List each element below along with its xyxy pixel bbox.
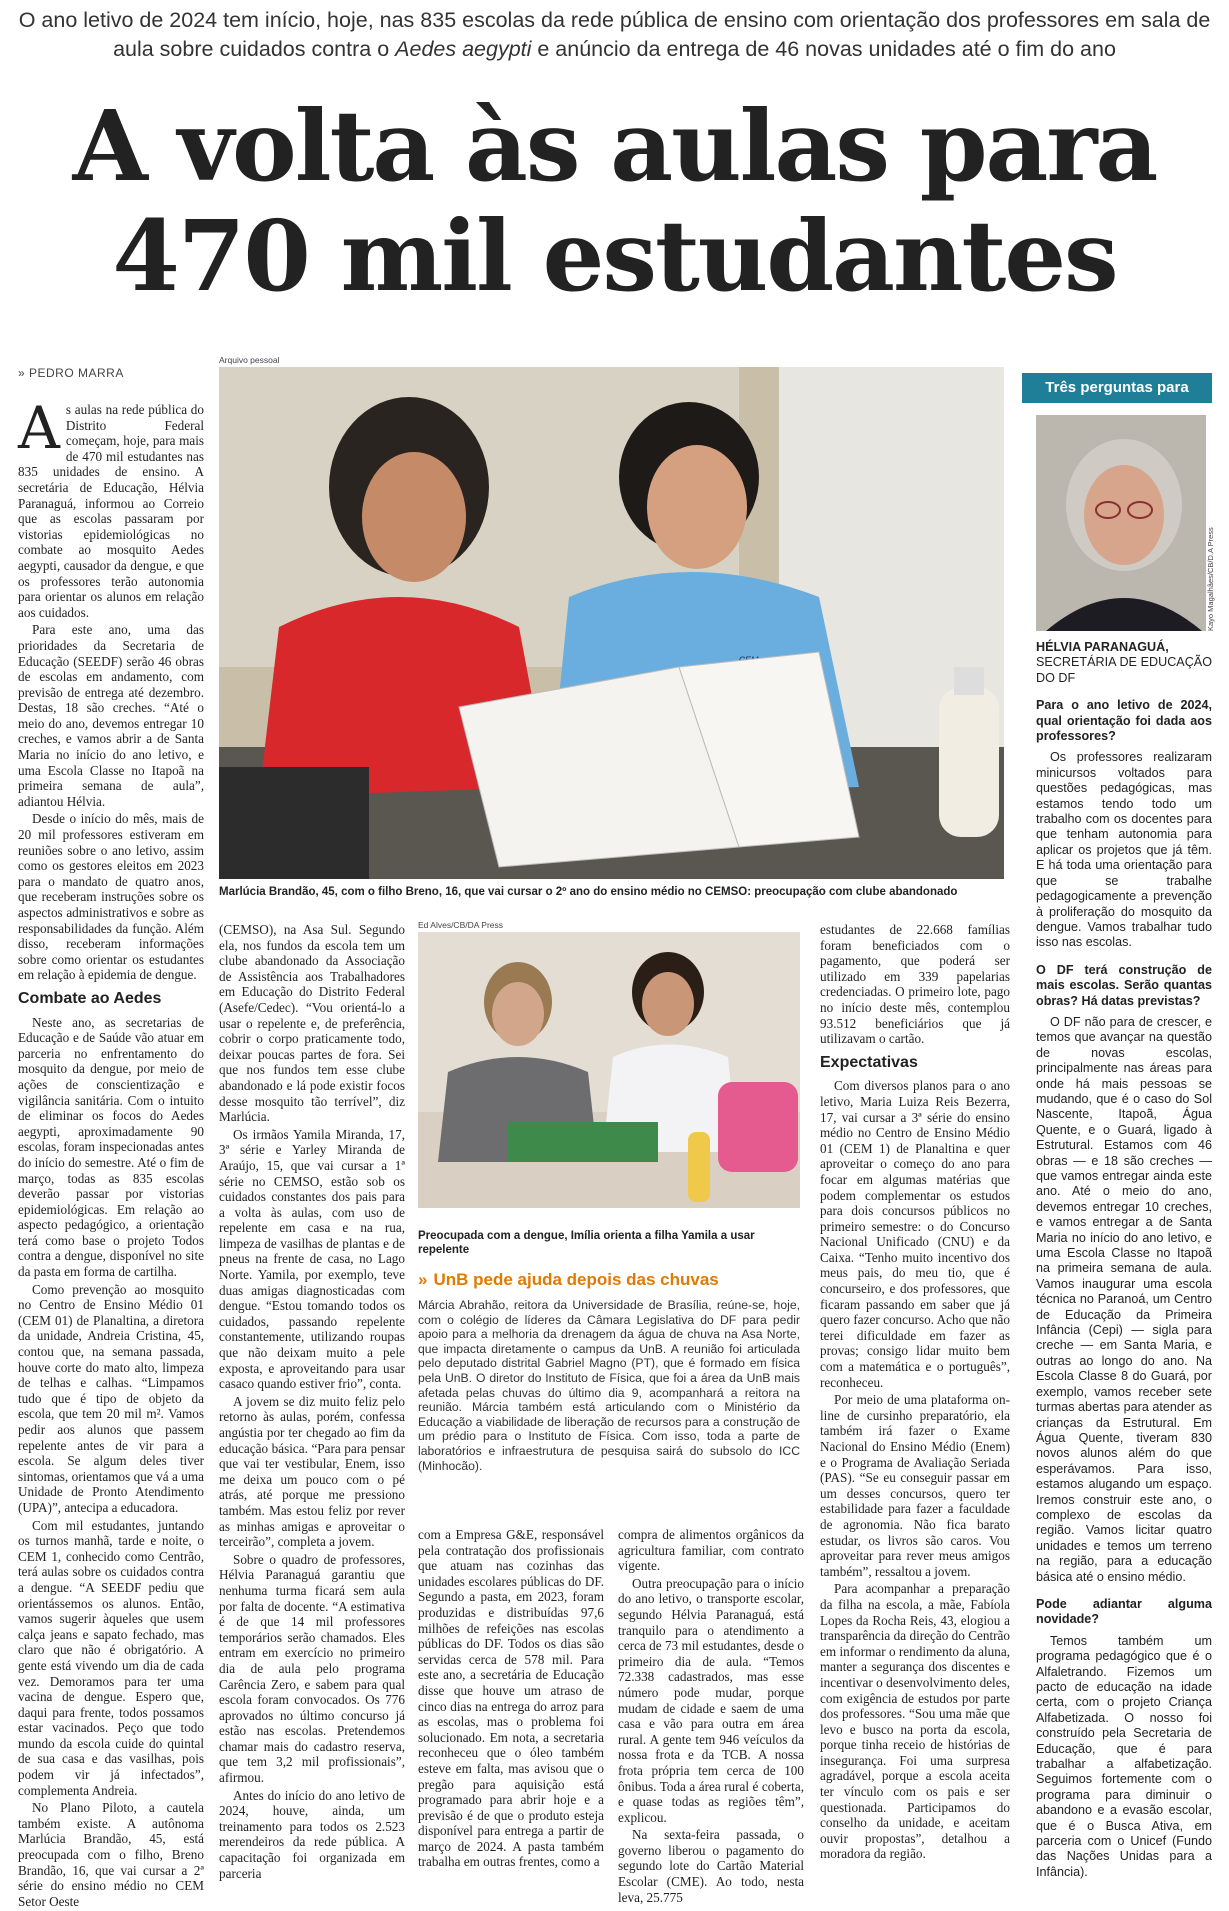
col1-p6: Com mil estudantes, juntando os turnos manhã, tarde e noite, o CEM 1, conhecido como Centrão, terá aulas sobre os cuidados contra a dengue. “A SEEDF pediu que orientássemos os alunos. Então, vamos sugerir àqueles que usem calça jeans e sapato fechado, mas claro que não é obrigatório. A gente está vivendo um dia de cada vez. Demoramos para ter uma vacina de dengue. Espero que, daqui para frente, todos possamos estar vacinados. Peço que todo mundo da escola cuide do quintal de sua casa e das vasilhas, pois podem vir já infectados”, complementa Andreia. [18, 1517, 204, 1798]
col5-p1: estudantes de 22.668 famílias foram beneficiados com o pagamento, que poderá ser utilizado em 339 papelarias credenciadas. O primeiro lote, pago no início deste mês, contemplou 93.512 beneficiários que já utilizavam o cartão. [820, 922, 1010, 1047]
col1-p1: s aulas na rede pública do Distrito Federal começam, hoje, para mais de 470 mil estudantes nas 835 unidades de ensino. A secretária de Educação, Hélvia Paranaguá, informou ao Correio que as escolas passaram por vistorias epidemiológicas no combate ao mosquito Aedes aegypti, causador da dengue, e que os professores terão autonomia para orientar os alunos em relação aos cuidados. [18, 402, 204, 620]
answer-1: Os professores realizaram minicursos voltados para questões pedagógicas, mas estamos tendo todo um trabalho com os docentes para que tenham autonomia para aplicar os projetos que já têm. E há toda uma orientação para que se trabalhe pedagogicamente a prevenção à proliferação do mosquito da dengue. Vamos trabalhar tudo isso nas escolas. [1036, 750, 1212, 950]
answer-3: Temos também um programa pedagógico que é o Alfaletrando. Fizemos um pacto de educação na idade certa, com o projeto Criança Alfabetizada. O nosso foi construído pela Secretaria de Educação, que é para trabalhar a alfabetização. Seguimos fortemente com o programa para diminuir o abandono e a evasão escolar, que é o Busca Ativa, em parceria com o Unicef (Fundo das Nações Unidas para a Infância). [1036, 1633, 1212, 1879]
unb-box [418, 1270, 800, 1473]
column-3 [418, 1527, 604, 1872]
column-1 [18, 394, 204, 1911]
photo1-caption: Marlúcia Brandão, 45, com o filho Breno, 16, que vai cursar o 2º ano do ensino médio no CEMSO: preocupação com clube abandonado [219, 886, 958, 898]
col2-p5: Antes do início do ano letivo de 2024, houve, ainda, um treinamento para todos os 2.523 merendeiros da rede pública. A capacitação foi organizada em parceria [219, 1787, 405, 1881]
photo-helvia [1036, 415, 1206, 631]
photo2-illustration [418, 932, 800, 1208]
col2-p2: Os irmãos Yamila Miranda, 17, 3ª série e Yarley Miranda de Araújo, 15, que vai cursar a 1ª série no CEMSO, estão sob os cuidados constantes dos pais para a volta às aulas, com uso de repelente em casa e na rua, limpeza de vasilhas de plantas e de pneus na frente de casa, no Lago Norte. Yamila, por exemplo, teve duas amigas diagnosticadas com dengue. “Estou tomando todos os cuidados, passando repelente constantemente, utilizando roupas que não deixam muito a pele exposta, e aproveitando para usar casaco quando estiver frio”, conta. [219, 1126, 405, 1392]
question-1: Para o ano letivo de 2024, qual orientação foi dada aos professores? [1036, 698, 1212, 744]
col2-p3: A jovem se diz muito feliz pelo retorno às aulas, porém, confessa angústia por ter chegado ao fim da educação básica. “Para para pensar que vai ter vestibular, Enem, isso me deixa um pouco com o pé atrás, até porque me pressiono também. Mas estou feliz por rever as minhas amigas e aproveitar o terceirão”, completa a jovem. [219, 1393, 405, 1550]
sidebar-body [1036, 640, 1212, 1880]
col4-p1: compra de alimentos orgânicos da agricultura familiar, com contrato vigente. [618, 1527, 804, 1574]
photo3-illustration [1036, 415, 1206, 631]
unb-box-text: Márcia Abrahão, reitora da Universidade de Brasília, reúne-se, hoje, com o colégio de líderes da Câmara Legislativa do DF para pedir apoio para a melhoria da drenagem da água de chuva na Asa Norte, que impacta diretamente o campus da UnB. A reunião foi articulada pelo deputado distrital Gabriel Magno (PT), que é formado em física pela UnB. O diretor do Instituto de Física, que foi a área da UnB mais afetada pelas chuvas do último dia 9, acompanhará a reitora na reunião. Márcia também está articulando com o Ministério da Educação a viabilidade de liberação de recursos para a construção de um prédio para o Instituto de Física. Com isso, toda a parte de laboratórios e infraestrutura de pesquisa sairá do subsolo do ICC (Minhocão). [418, 1298, 800, 1473]
sidebar-title: Três perguntas para [1022, 373, 1212, 403]
question-2: O DF terá construção de mais escolas. Serão quantas obras? Há datas previstas? [1036, 962, 1212, 1008]
subhead-combate: Combate ao Aedes [18, 989, 162, 1007]
arrow-icon: » [418, 1270, 428, 1289]
deck-italic: Aedes aegypti [395, 37, 532, 61]
headline-line-2: 470 mil estudantes [112, 199, 1117, 313]
col1-p4: Neste ano, as secretarias de Educação e de Saúde vão atuar em parceria no enfrentamento do mosquito da dengue, por meio de ações de conscientização e vigilância sanitária. Com o intuito de eliminar os focos do Aedes aegypti, aproximadamente 90 escolas, foram inspecionadas antes do início do semestre. Até o fim de março, todas as 835 escolas deverão passar por vistorias epidemiológicas. Em relação ao aspecto pedagógico, a orientação terá como base o projeto Todos contra a dengue, disponível no site da pasta em forma de cartilha. [18, 1014, 204, 1280]
col2-p4: Sobre o quadro de professores, Hélvia Paranaguá garantiu que nenhuma turma ficará sem aula por falta de docente. “A estimativa é de que 14 mil professores temporários serão chamados. Eles entram em exercício no primeiro dia de aula pelo programa Carência Zero, e sabem para qual escola foram convocados. Os 776 aprovados no último concurso já estão nas escolas. Pretendemos chamar mais do cadastro reserva, que tem 3,2 mil profissionais”, afirmou. [219, 1551, 405, 1786]
col1-p2: Para este ano, uma das prioridades da Secretaria de Educação (SEEDF) serão 46 obras de escolas em andamento, com previsão de entrega até dezembro. Destas, 18 são creches. “Até o meio do ano, devemos entregar 10 creches, e vamos abrir a de Santa Maria no início do ano letivo, e uma Escola Classe no Itapoã na primeira semana de aula”, adiantou Hélvia. [18, 622, 204, 809]
col4-p2: Outra preocupação para o início do ano letivo, o transporte escolar, segundo Hélvia Paranaguá, está tranquilo para o atendimento a cerca de 73 mil estudantes, desde o primeiro dia de aula. “Temos 72.338 cadastrados, mas esse número pode mudar, porque mudam de cidade e saem de uma casa e vão para outra em área rural. A gente tem 946 veículos da nossa frota e da TCB. A nossa frota própria tem cerca de 100 ônibus. Toda a área rural é coberta, e quase todas as regiões têm”, explicou. [618, 1575, 804, 1825]
col5-p2: Com diversos planos para o ano letivo, Maria Luiza Reis Bezerra, 17, vai cursar a 3ª série do ensino médio no Centro de Ensino Médio 01 (CEM 1) de Planaltina e quer aproveitar o começo do ano para focar em algumas matérias que podem complementar os estudos para dois concursos públicos no primeiro semestre: o do Concurso Nacional Unificado (CNU) e da Caixa. “Tenho muito incentivo dos meus pais, do meu tio, que é concurseiro, e dos professores, que ficaram passando em saber que já quero fazer concurso. Acho que não terei dificuldade em fazer as provas; consigo lidar muito bem com a matemática e o português”, reconheceu. [820, 1078, 1010, 1390]
photo2-credit: Ed Alves/CB/DA Press [418, 920, 504, 930]
col2-p1: (CEMSO), na Asa Sul. Segundo ela, nos fundos da escola tem um clube abandonado da Associação de Assistência aos Trabalhadores em Educação do Distrito Federal (Asefe/Cedec). “Vou orientá-lo a usar o repelente e, de preferência, cobrir o corpo praticamente todo, deixar poucas partes de fora. Sei que nos fundos tem esse clube abandonado e lá pode existir focos desse mosquito tão terrível”, diz Marlúcia. [219, 922, 405, 1125]
photo3-credit: Kayo Magalhães/CB/D.A Press [1206, 527, 1215, 631]
col4-p3: Na sexta-feira passada, o governo liberou o pagamento do segundo lote do Cartão Material Escolar (CME). Ao todo, nesta leva, 25.775 [618, 1827, 804, 1905]
answer-2: O DF não para de crescer, e temos que avançar na questão de novas escolas, principalmente nas áreas para onde há mais pessoas se mudando, que é o caso do Sol Nascente, Itapoã, Água Quente, e o Guará, ligado à Estrutural. Estamos com 46 obras — e 18 são creches — que vamos entregar ainda este ano. Até o meio do ano, devemos entregar 10 creches, e vamos entregar a de Santa Maria no início do ano letivo, e uma Escola Classe no Itapoã na primeira semana de aula. Vamos inaugurar uma escola técnica no Paranoá, um Centro de Educação da Primeira Infância (Cepi) — sigla para creche — em Santa Maria, e outras ao longo do ano. Na Escola Classe 8 do Guará, por exemplo, vamos receber sete turmas abertas para atender as crianças da Estrutural. Em Água Quente, tiveram 830 novos alunos além do que esperávamos. Para isso, estamos alugando um espaço. Iremos construir este ano, o complexo de escolas da região. Vamos licitar quatro unidades e temos um terreno na região, para a educação básica até o ensino médio. [1036, 1014, 1212, 1584]
column-4 [618, 1527, 804, 1907]
col3-p1: com a Empresa G&E, responsável pela contratação dos profissionais que atuam nas cozinhas das unidades escolares públicas do DF. Segundo a pasta, em 2023, foram produzidas e distribuídas 97,6 milhões de refeições nas escolas públicas do DF. Todos os dias são servidas cerca de 578 mil. Para este ano, a secretária de Educação disse que houve um atraso de cinco dias na entrega do arroz para as escolas, mas o problema foi solucionado. Em nota, a secretaria reconheceu que o óleo também esteve em falta, mas avisou que o pregão para aquisição está programado para abrir hoje e a previsão é de que o produto esteja disponível para entrega a partir de março de 2024. A pasta também trabalha em outras frentes, como a [418, 1527, 604, 1870]
byline: » PEDRO MARRA [18, 366, 124, 380]
col5-p3: Por meio de uma plataforma on-line de cursinho preparatório, ela também irá fazer o Exame Nacional do Ensino Médio (Enem) e o Programa de Avaliação Seriada (PAS). “Se eu conseguir passar em um desses concursos, quero ter estabilidade para fazer a faculdade de agronomia. Não fica barato estudar, os livros são caros. Vou aproveitar para rever meus amigos também”, ressaltou a jovem. [820, 1392, 1010, 1579]
col1-p7: No Plano Piloto, a cautela também existe. A autônoma Marlúcia Brandão, 45, está preocupada com o filho, Breno Brandão, 16, que vai cursar a 2ª série do ensino médio no CEM Setor Oeste [18, 1800, 204, 1909]
unb-box-title: UnB pede ajuda depois das chuvas [433, 1270, 719, 1289]
column-5 [820, 922, 1010, 1864]
deck [16, 6, 1213, 64]
photo-imilia-yamila [418, 932, 800, 1208]
photo2-caption: Preocupada com a dengue, Imília orienta a filha Yamila a usar repelente [418, 1230, 755, 1256]
col1-p5: Como prevenção ao mosquito no Centro de Ensino Médio 01 (CEM 01) de Planaltina, a diretora da unidade, Andreia Cristina, 45, contou que, na semana passada, houve corte do mato alto, limpeza de telhas e calhas. “Limpamos tudo que é tipo de objeto da escola, que tem 20 mil m². Vamos pedir aos alunos que passem repelente antes de vir para a escola. Se algum deles tiver sintomas, orientamos que vá a uma Unidade de Pronto Atendimento (UPA)”, antecipa a educadora. [18, 1281, 204, 1515]
column-2 [219, 922, 405, 1883]
subhead-expectativas: Expectativas [820, 1053, 918, 1071]
col1-p3: Desde o início do mês, mais de 20 mil professores estiveram em reuniões sobre o ano letivo, assim como os gestores eleitos em 2023 para o mandato de quatro anos, que receberam instruções sobre os aspectos administrativos e sobre as responsabilidades da função. Além disso, receberam informações sobre como orientar os estudantes em relação à epidemia de dengue. [18, 811, 204, 983]
dropcap: A [18, 394, 60, 462]
photo-marlucia-breno [219, 367, 1004, 879]
headline-line-1: A volta às aulas para [72, 89, 1157, 203]
photo1-credit: Arquivo pessoal [219, 355, 280, 365]
col5-p4: Para acompanhar a preparação da filha na escola, a mãe, Fabíola Lopes da Rocha Reis, 43, elogiou a transparência da direção do Centrão em informar o rendimento da aluna, manter a segurança dos discentes e incentivar o desenvolvimento deles, com exigência de estudos por parte dos professores. “Sou uma mãe que levo e busco na porta da escola, porque tinha receio de histórias de insegurança. Foi uma surpresa agradável, porque a escola aceita ter vínculo com os pais e ser questionada. Participamos do conselho da unidade, e aceitam ouvir propostas”, detalhou a moradora da região. [820, 1581, 1010, 1862]
deck-text-a: O ano letivo de 2024 tem início, hoje, nas 835 escolas da rede pública de ensino com orientação dos professores em sala de aula sobre cuidados contra o [18, 8, 1211, 61]
sidebar-name: HÉLVIA PARANAGUÁ, [1036, 640, 1169, 654]
deck-text-b: e anúncio da entrega de 46 novas unidades até o fim do ano [531, 37, 1116, 61]
question-3: Pode adiantar alguma novidade? [1036, 1596, 1212, 1627]
sidebar-role: SECRETÁRIA DE EDUCAÇÃO DO DF [1036, 655, 1212, 685]
photo1-illustration [219, 367, 1004, 879]
